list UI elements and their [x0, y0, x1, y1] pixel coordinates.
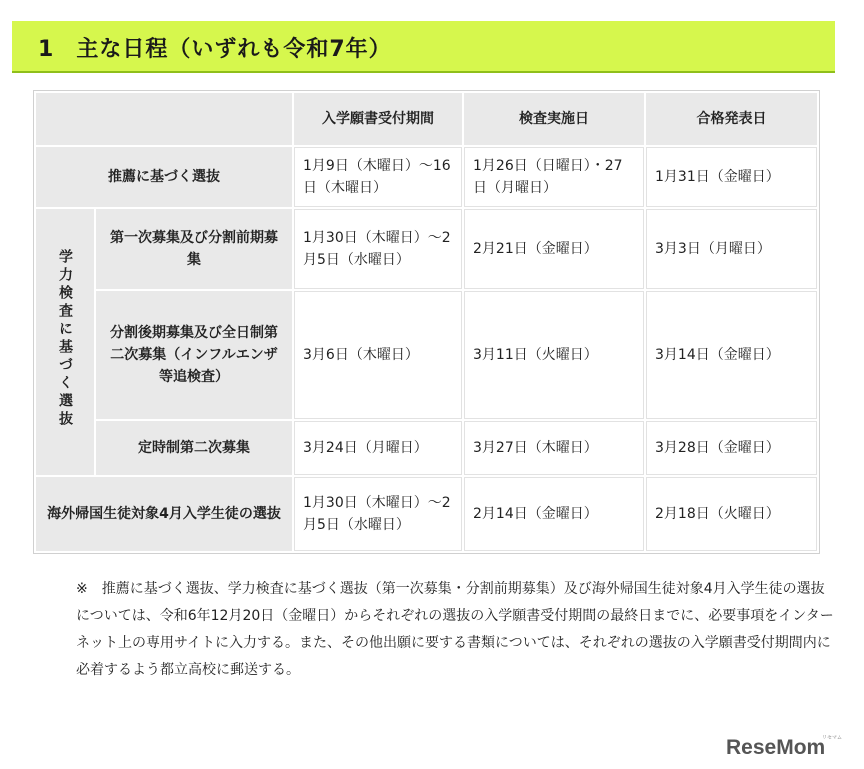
row-label-overseas: 海外帰国生徒対象4月入学生徒の選抜 [36, 477, 292, 551]
header-empty-cell [36, 93, 292, 145]
table-row [36, 291, 817, 419]
section-number: 1 [38, 37, 55, 62]
header-result-date: 合格発表日 [646, 93, 817, 145]
cell-application: 1月30日（木曜日）～2月5日（水曜日） [294, 209, 462, 289]
header-exam-date: 検査実施日 [464, 93, 644, 145]
row-label-first: 第一次募集及び分割前期募集 [96, 209, 292, 289]
cell-result: 3月28日（金曜日） [646, 421, 817, 475]
section-title [38, 32, 392, 63]
footnote [76, 576, 836, 684]
table-row [36, 477, 817, 551]
cell-application: 3月24日（月曜日） [294, 421, 462, 475]
section-title-text: 主な日程（いずれも令和7年） [76, 37, 392, 62]
cell-result: 3月14日（金曜日） [646, 291, 817, 419]
group-label-academic-test [36, 209, 94, 475]
cell-result: 3月3日（月曜日） [646, 209, 817, 289]
section-heading [12, 21, 835, 73]
cell-exam: 1月26日（日曜日）・27日（月曜日） [464, 147, 644, 207]
cell-application: 1月9日（木曜日）～16日（木曜日） [294, 147, 462, 207]
header-application-period: 入学願書受付期間 [294, 93, 462, 145]
note-mark: ※ [76, 581, 88, 597]
group-label-text: 学力検査に基づく選抜 [57, 248, 73, 429]
cell-result: 2月18日（火曜日） [646, 477, 817, 551]
logo-text: ReseMom [726, 736, 826, 759]
cell-exam: 3月11日（火曜日） [464, 291, 644, 419]
cell-exam: 3月27日（木曜日） [464, 421, 644, 475]
table-row [36, 147, 817, 207]
cell-application: 3月6日（木曜日） [294, 291, 462, 419]
table-row [36, 209, 817, 289]
schedule-table [33, 90, 820, 554]
note-text: 推薦に基づく選抜、学力検査に基づく選抜（第一次募集・分割前期募集）及び海外帰国生徒対象4月入学生徒の選抜については、令和6年12月20日（金曜日）からそれぞれの選抜の入学願書受付期間の最終日までに、必要事項をインターネット上の専用サイトに入力する。また、その他出願に要する書類については、それぞれの選抜の入学願書受付期間内に必着するよう都立高校に郵送する。 [76, 581, 834, 678]
cell-exam: 2月21日（金曜日） [464, 209, 644, 289]
row-label-parttime: 定時制第二次募集 [96, 421, 292, 475]
logo-ruby: リセマム [822, 735, 842, 741]
table-header-row [36, 93, 817, 145]
resemom-logo [726, 733, 844, 759]
cell-result: 1月31日（金曜日） [646, 147, 817, 207]
cell-application: 1月30日（木曜日）～2月5日（水曜日） [294, 477, 462, 551]
table-row [36, 421, 817, 475]
cell-exam: 2月14日（金曜日） [464, 477, 644, 551]
row-label-second: 分割後期募集及び全日制第二次募集（インフルエンザ等追検査） [96, 291, 292, 419]
row-label-recommend: 推薦に基づく選抜 [36, 147, 292, 207]
